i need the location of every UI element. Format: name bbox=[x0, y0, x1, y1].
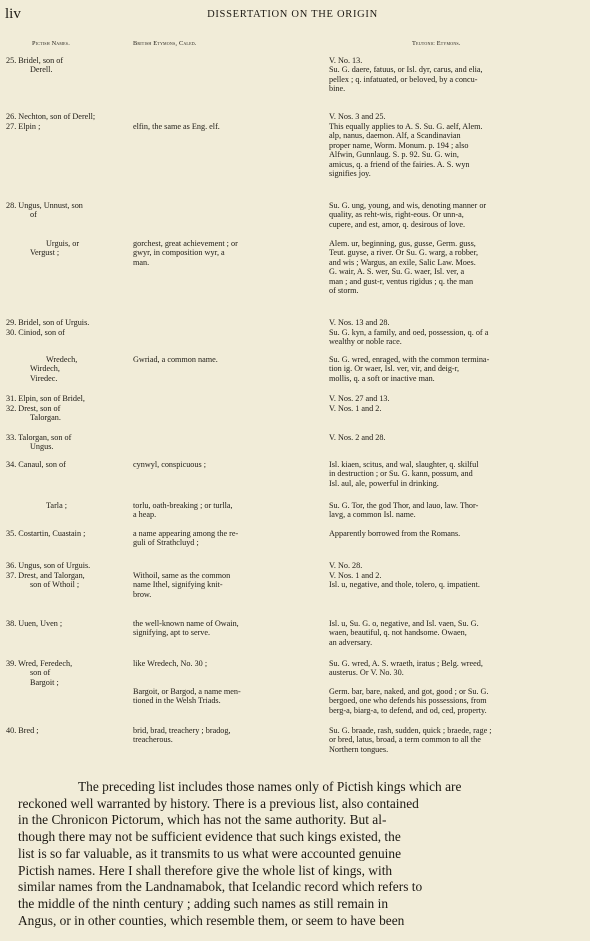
cell-line: 37. Drest, and Talorgan, bbox=[6, 571, 85, 580]
cell-line: 35. Costartin, Cuastain ; bbox=[6, 529, 86, 538]
cell-line: tion ig. Or waer, Isl. ver, vir, and deig-r, bbox=[329, 364, 460, 374]
pictish-name-cell bbox=[6, 571, 124, 590]
teutonic-etymon-cell bbox=[329, 239, 587, 295]
cell-line: V. Nos. 3 and 25. bbox=[329, 112, 386, 121]
cell-line: 27. Elpin ; bbox=[6, 122, 41, 131]
cell-line: proper name, Worm. Monum. p. 194 ; also bbox=[329, 140, 469, 150]
cell-line: man ; and gust-r, ventus rigidus ; q. the man bbox=[329, 276, 474, 286]
pictish-name-cell bbox=[6, 122, 124, 131]
paragraph-line: list is so far valuable, as it transmits to us what were accounted genuine bbox=[18, 845, 402, 861]
cell-line: like Wredech, No. 30 ; bbox=[133, 659, 208, 668]
cell-line: V. Nos. 27 and 13. bbox=[329, 394, 390, 403]
pictish-name-cell bbox=[6, 561, 124, 570]
cell-line: Isl. aul, ale, powerful in drinking. bbox=[329, 478, 439, 488]
british-etymon-cell bbox=[133, 726, 323, 745]
cell-line: cynwyl, conspicuous ; bbox=[133, 460, 206, 469]
cell-line: 38. Uuen, Uven ; bbox=[6, 619, 63, 628]
pictish-name-cell bbox=[6, 328, 124, 337]
cell-line: amicus, q. a friend of the fairies. A. S. wyn bbox=[329, 159, 470, 169]
cell-line: cupere, and est, amor, q. desirous of love. bbox=[329, 219, 466, 229]
cell-line: V. Nos. 1 and 2. bbox=[329, 404, 382, 413]
pictish-name-cell bbox=[6, 501, 124, 510]
cell-line: in destruction ; or Su. G. kann, possum, and bbox=[329, 469, 473, 479]
teutonic-etymon-cell bbox=[329, 529, 587, 538]
cell-line: an adversary. bbox=[329, 637, 373, 647]
paragraph-line: in the Chronicon Pictorum, which has not the same authority. But al- bbox=[18, 812, 387, 828]
teutonic-etymon-cell bbox=[329, 56, 587, 94]
cell-line: Isl. u, negative, and thole, tolero, q. impatient. bbox=[329, 580, 480, 590]
cell-line: mollis, q. a soft or inactive man. bbox=[329, 373, 435, 383]
cell-line: gorchest, great achievement ; or bbox=[133, 239, 238, 248]
cell-line: 39. Wred, Feredech, bbox=[6, 659, 73, 668]
cell-line: 28. Ungus, Unnust, son bbox=[6, 201, 83, 210]
cell-line: a heap. bbox=[133, 510, 157, 520]
paragraph-line: similar names from the Landnamabok, that Icelandic record which refers to bbox=[18, 879, 423, 895]
teutonic-etymon-cell bbox=[329, 318, 587, 327]
teutonic-etymon-cell bbox=[329, 122, 587, 178]
teutonic-etymon-cell bbox=[329, 433, 587, 442]
running-title: DISSERTATION ON THE ORIGIN bbox=[207, 9, 378, 20]
teutonic-etymon-cell bbox=[329, 328, 587, 347]
cell-line: This equally applies to A. S. Su. G. aelf, Alem. bbox=[329, 122, 483, 131]
cell-line: 36. Ungus, son of Urguis. bbox=[6, 561, 91, 570]
cell-line: 31. Elpin, son of Bridel, bbox=[6, 394, 85, 403]
cell-line: torlu, oath-breaking ; or turlla, bbox=[133, 501, 233, 510]
cell-line: Wredech, bbox=[46, 355, 78, 364]
cell-line: quality, as reht-wis, right-eous. Or unn-a, bbox=[329, 210, 464, 220]
cell-line: man. bbox=[133, 257, 150, 267]
british-etymon-cell bbox=[133, 529, 323, 548]
cell-line: 32. Drest, son of bbox=[6, 404, 61, 413]
cell-line: Su. G. ung, young, and wis, denoting manner or bbox=[329, 201, 487, 210]
pictish-name-cell bbox=[6, 318, 124, 327]
cell-line: Bargoit ; bbox=[30, 677, 59, 687]
british-etymon-cell bbox=[133, 687, 323, 706]
cell-line: Viredec. bbox=[30, 373, 58, 383]
pictish-name-cell bbox=[6, 619, 124, 628]
cell-line: lavg, a common Isl. name. bbox=[329, 510, 416, 520]
british-etymon-cell bbox=[133, 122, 323, 131]
pictish-name-cell bbox=[6, 659, 124, 687]
paragraph-line: Pictish names. Here I shall therefore give the whole list of kings, with bbox=[18, 862, 393, 878]
pictish-name-cell bbox=[6, 56, 124, 75]
teutonic-etymon-cell bbox=[329, 561, 587, 570]
paragraph-line: reckoned well warranted by history. There is a previous list, also contained bbox=[18, 795, 419, 811]
pictish-name-cell bbox=[6, 404, 124, 423]
cell-line: of storm. bbox=[329, 286, 359, 296]
cell-line: V. No. 13. bbox=[329, 56, 363, 65]
teutonic-etymon-cell bbox=[329, 404, 587, 413]
cell-line: Apparently borrowed from the Romans. bbox=[329, 529, 461, 538]
cell-line: Talorgan. bbox=[30, 413, 61, 423]
cell-line: Urguis, or bbox=[46, 239, 80, 248]
cell-line: Bargoit, or Bargod, a name men- bbox=[133, 687, 241, 696]
cell-line: 30. Ciniod, son of bbox=[6, 328, 65, 337]
page-number: liv bbox=[5, 6, 21, 22]
cell-line: Su. G. Tor, the god Thor, and lauo, law. Thor- bbox=[329, 501, 479, 510]
teutonic-etymon-cell bbox=[329, 112, 587, 121]
cell-line: or bred, latus, broad, a term common to all the bbox=[329, 735, 481, 745]
cell-line: berg-a, biarg-a, to defend, and od, ced, property. bbox=[329, 705, 487, 715]
cell-line: Vergust ; bbox=[30, 248, 60, 258]
cell-line: 40. Bred ; bbox=[6, 726, 39, 735]
cell-line: Su. G. daere, fatuus, or Isl. dyr, carus, and elia, bbox=[329, 65, 483, 75]
cell-line: austerus. Or V. No. 30. bbox=[329, 668, 404, 678]
cell-line: V. Nos. 13 and 28. bbox=[329, 318, 390, 327]
teutonic-etymon-cell bbox=[329, 460, 587, 488]
pictish-name-cell bbox=[6, 112, 124, 121]
cell-line: Isl. u, Su. G. o, negative, and Isl. vaen, Su. G. bbox=[329, 619, 479, 628]
cell-line: signifies joy. bbox=[329, 169, 371, 179]
cell-line: tioned in the Welsh Triads. bbox=[133, 696, 221, 706]
cell-line: alp, nanus, daemon. Alf, a Scandinavian bbox=[329, 131, 461, 141]
cell-line: brow. bbox=[133, 589, 152, 599]
cell-line: Su. G. braade, rash, sudden, quick ; braede, rage ; bbox=[329, 726, 492, 735]
british-etymon-cell bbox=[133, 355, 323, 364]
cell-line: Germ. bar, bare, naked, and got, good ; or Su. G. bbox=[329, 687, 489, 696]
teutonic-etymon-cell bbox=[329, 687, 587, 715]
cell-line: 26. Nechton, son of Derell; bbox=[6, 112, 96, 121]
cell-line: Su. G. kyn, a family, and oed, possession, q. of a bbox=[329, 328, 489, 337]
teutonic-etymon-cell bbox=[329, 619, 587, 647]
cell-line: bergoed, one who defends his possessions, from bbox=[329, 696, 487, 706]
pictish-name-cell bbox=[6, 201, 124, 220]
paragraph-line: Angus, or in other counties, which resemble them, or seem to have been bbox=[18, 912, 405, 928]
teutonic-etymon-cell bbox=[329, 355, 587, 383]
cell-line: Northern tongues. bbox=[329, 744, 389, 754]
cell-line: name Ithel, signifying knit- bbox=[133, 580, 223, 590]
cell-line: Derell. bbox=[30, 65, 53, 75]
pictish-name-cell bbox=[6, 433, 124, 452]
pictish-name-cell bbox=[6, 460, 124, 469]
cell-line: Su. G. wred, enraged, with the common termina- bbox=[329, 355, 490, 364]
cell-line: son of Wthoil ; bbox=[30, 580, 80, 590]
pictish-name-cell bbox=[6, 239, 124, 258]
cell-line: Isl. kiaen, scitus, and wal, slaughter, q. skilful bbox=[329, 460, 479, 469]
cell-line: the well-known name of Owain, bbox=[133, 619, 239, 628]
cell-line: G. wair, A. S. wer, Su. G. waer, Isl. ver, a bbox=[329, 267, 465, 277]
cell-line: Alem. ur, beginning, gus, gusse, Germ. guss, bbox=[329, 239, 476, 248]
pictish-name-cell bbox=[6, 529, 124, 538]
paragraph-line: the middle of the ninth century ; adding such names as still remain in bbox=[18, 895, 389, 911]
teutonic-etymon-cell bbox=[329, 394, 587, 403]
british-etymon-cell bbox=[133, 571, 323, 599]
body-paragraph bbox=[18, 779, 580, 929]
cell-line: 34. Canaul, son of bbox=[6, 460, 66, 469]
british-etymon-cell bbox=[133, 239, 323, 267]
cell-line: brid, brad, treachery ; bradog, bbox=[133, 726, 231, 735]
cell-line: of bbox=[30, 210, 37, 220]
paragraph-line: though there may not be sufficient evidence that such kings existed, the bbox=[18, 829, 401, 845]
british-etymon-cell bbox=[133, 460, 323, 469]
cell-line: V. Nos. 1 and 2. bbox=[329, 571, 382, 580]
cell-line: Tarla ; bbox=[46, 501, 68, 510]
cell-line: wealthy or noble race. bbox=[329, 337, 402, 347]
cell-line: son of bbox=[30, 668, 51, 678]
column-header-pictish: Pictish Names. bbox=[32, 40, 70, 47]
cell-line: V. No. 28. bbox=[329, 561, 363, 570]
cell-line: and wis ; Wargus, an exile, Salic Law. Moes. bbox=[329, 257, 476, 267]
cell-line: 25. Bridel, son of bbox=[6, 56, 64, 65]
page-header bbox=[5, 6, 580, 26]
paragraph-line: The preceding list includes those names only of Pictish kings which are bbox=[78, 779, 462, 794]
column-header-british: British Etymons, Caled. bbox=[133, 40, 197, 47]
cell-line: gwyr, in composition wyr, a bbox=[133, 248, 225, 258]
cell-line: bine. bbox=[329, 84, 346, 94]
cell-line: 29. Bridel, son of Urguis. bbox=[6, 318, 90, 327]
cell-line: waen, beautiful, q. not handsome. Owaen, bbox=[329, 628, 467, 638]
british-etymon-cell bbox=[133, 619, 323, 638]
teutonic-etymon-cell bbox=[329, 659, 587, 678]
cell-line: elfin, the same as Eng. elf. bbox=[133, 122, 220, 131]
teutonic-etymon-cell bbox=[329, 201, 587, 229]
cell-line: Su. G. wred, A. S. wraeth, iratus ; Belg. wreed, bbox=[329, 659, 483, 668]
cell-line: Gwriad, a common name. bbox=[133, 355, 218, 364]
teutonic-etymon-cell bbox=[329, 501, 587, 520]
teutonic-etymon-cell bbox=[329, 571, 587, 590]
column-header-teutonic: Teutonic Etymons. bbox=[412, 40, 461, 47]
cell-line: a name appearing among the re- bbox=[133, 529, 239, 538]
cell-line: V. Nos. 2 and 28. bbox=[329, 433, 386, 442]
pictish-name-cell bbox=[6, 726, 124, 735]
cell-line: signifying, apt to serve. bbox=[133, 628, 211, 638]
cell-line: Alfwin, Gunnlaug. S. p. 92. Su. G. win, bbox=[329, 150, 459, 160]
cell-line: Wirdech, bbox=[30, 364, 60, 374]
pictish-name-cell bbox=[6, 355, 124, 383]
cell-line: Withoil, same as the common bbox=[133, 571, 231, 580]
cell-line: guli of Strathcluyd ; bbox=[133, 538, 199, 548]
british-etymon-cell bbox=[133, 501, 323, 520]
cell-line: Ungus. bbox=[30, 442, 54, 452]
cell-line: pellex ; q. infatuated, or beloved, by a concu- bbox=[329, 74, 478, 84]
british-etymon-cell bbox=[133, 659, 323, 668]
pictish-name-cell bbox=[6, 394, 124, 403]
cell-line: 33. Talorgan, son of bbox=[6, 433, 72, 442]
cell-line: treacherous. bbox=[133, 735, 173, 745]
cell-line: Teut. guyse, a river. Or Su. G. warg, a robber, bbox=[329, 248, 479, 258]
teutonic-etymon-cell bbox=[329, 726, 587, 754]
